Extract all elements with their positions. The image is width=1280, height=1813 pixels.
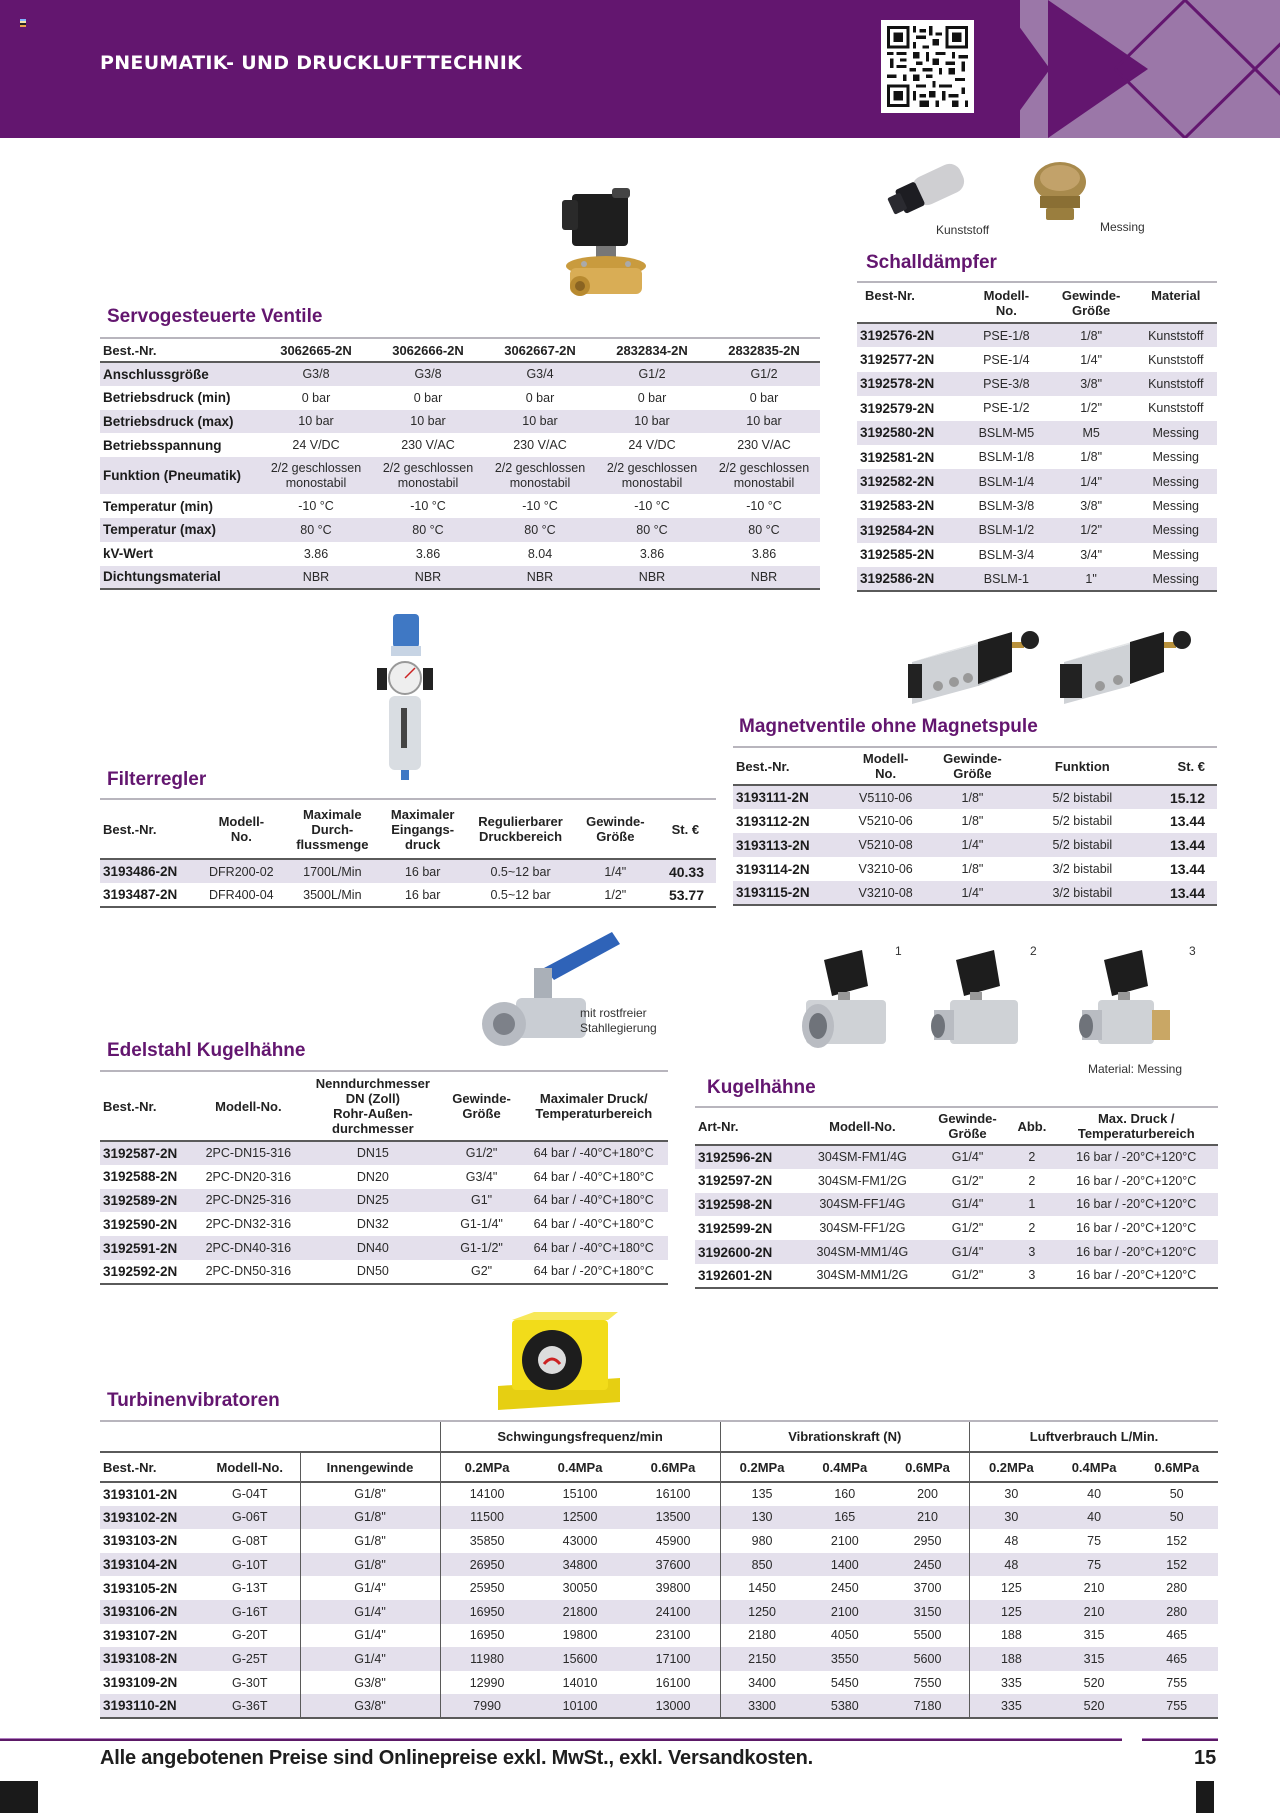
column-header: 3062667-2N <box>484 338 596 362</box>
table-row: 3192596-2N 304SM-FM1/4G G1/4" 2 16 bar / -20°C+120°C <box>695 1145 1218 1169</box>
cell: -10 °C <box>522 499 558 514</box>
header-mpa: 0.4MPa <box>534 1452 627 1482</box>
cell: -10 °C <box>410 499 446 514</box>
column-header: 3062665-2N <box>260 338 372 362</box>
table-row: 3193102-2N G-06T G1/8" 11500 12500 13500 130 165 210 30 40 50 <box>100 1506 1218 1530</box>
header-inlet-pressure: Maximaler Eingangs- druck <box>380 799 465 859</box>
silencer-caption-brass: Messing <box>1100 220 1145 234</box>
header-mpa: 0.6MPa <box>1135 1452 1218 1482</box>
table-row: 3192591-2N 2PC-DN40-316 DN40 G1-1/2" 64 bar / -40°C+180°C <box>100 1236 668 1260</box>
table-row: 3193107-2N G-20T G1/4" 16950 19800 23100 2180 4050 5500 188 315 465 <box>100 1624 1218 1648</box>
cell: 10 bar <box>596 410 708 434</box>
table-row: 3193111-2N V5110-06 1/8" 5/2 bistabil 15.12 <box>733 785 1217 809</box>
group-header-air: Luftverbrauch L/Min. <box>969 1421 1218 1452</box>
table-row: 3192597-2N 304SM-FM1/2G G1/2" 2 16 bar / -20°C+120°C <box>698 1173 1197 1189</box>
table-row: 3192588-2N 2PC-DN20-316 DN20 G3/4" 64 bar / -40°C+180°C <box>103 1169 654 1185</box>
table-row <box>100 362 820 386</box>
table-row: 3192590-2N 2PC-DN32-316 DN32 G1-1/4" 64 bar / -40°C+180°C <box>103 1216 654 1232</box>
header-price: St. € <box>655 799 716 859</box>
ball-valve-table <box>695 1106 1218 1289</box>
table-row <box>100 433 820 457</box>
table-row: 3192601-2N 304SM-MM1/2G G1/2" 3 16 bar / -20°C+120°C <box>695 1264 1218 1288</box>
cell: -10 °C <box>746 499 782 514</box>
header-gewinde: Gewinde- Größe <box>576 799 655 859</box>
table-row: 3193109-2N G-30T G3/8" 12990 14010 16100 3400 5450 7550 335 520 755 <box>100 1671 1218 1695</box>
table-row: 3192592-2N 2PC-DN50-316 DN50 G2" 64 bar / -20°C+180°C <box>100 1260 668 1284</box>
cell: 80 °C <box>596 518 708 542</box>
solenoid-valve-3-2-image <box>1060 628 1195 704</box>
row-label: Temperatur (max) <box>100 518 260 542</box>
header-best-nr: Best.-Nr. <box>733 747 844 785</box>
cell: 24 V/DC <box>628 438 676 453</box>
table-row: 3192589-2N 2PC-DN25-316 DN25 G1" 64 bar / -40°C+180°C <box>100 1189 668 1213</box>
cell: 0 bar <box>525 390 555 405</box>
price: 13.44 <box>1147 833 1217 857</box>
table-row: 3192579-2N PSE-1/2 1/2" Kunststoff <box>860 400 1204 416</box>
brass-silencer-image <box>1030 160 1090 226</box>
group-header-empty <box>100 1421 440 1452</box>
solenoid-valve-image <box>562 186 650 310</box>
price-disclaimer: Alle angebotenen Preise sind Onlinepreise exkl. MwSt., exkl. Versandkosten. <box>100 1747 814 1769</box>
header-pressure-range: Regulierbarer Druckbereich <box>465 799 576 859</box>
table-row <box>100 494 820 518</box>
cell: G3/8 <box>372 362 484 386</box>
price: 40.33 <box>655 859 716 883</box>
corner-block <box>0 1781 38 1813</box>
cell: NBR <box>372 566 484 590</box>
table-row: 3193106-2N G-16T G1/4" 16950 21800 24100 1250 2100 3150 125 210 280 <box>100 1600 1218 1624</box>
table-row <box>100 542 820 566</box>
diamond-pattern-decoration <box>1020 0 1280 138</box>
qr-code-icon[interactable] <box>881 20 974 113</box>
table-row <box>100 566 820 590</box>
cell: 3.86 <box>415 546 441 561</box>
price: 13.44 <box>1147 881 1217 905</box>
header-modell: Modell- No. <box>965 282 1048 323</box>
header-best-nr: Best.-Nr. <box>100 338 260 362</box>
cell: 80 °C <box>372 518 484 542</box>
cell: NBR <box>260 566 372 590</box>
header-material: Material <box>1134 282 1217 323</box>
silencer-caption-plastic: Kunststoff <box>936 223 990 237</box>
material-caption: Material: Messing <box>1088 1062 1183 1076</box>
table-row: 3192581-2N BSLM-1/8 1/8" Messing <box>860 449 1200 465</box>
cell: 3.86 <box>303 546 329 561</box>
table-row <box>100 386 820 410</box>
row-label: Betriebsdruck (max) <box>100 410 260 434</box>
table-row <box>100 457 820 494</box>
turbine-vibrator-image <box>494 1310 624 1416</box>
cell: 0 bar <box>637 390 667 405</box>
ball-valve-1-image <box>798 948 894 1052</box>
cell: 230 V/AC <box>401 438 455 453</box>
cell: G3/4 <box>484 362 596 386</box>
header-art-nr: Art-Nr. <box>695 1107 799 1145</box>
ball-valve-2-image <box>930 948 1026 1052</box>
table-row: 3193103-2N G-08T G1/8" 35850 43000 45900 980 2100 2950 48 75 152 <box>100 1529 1218 1553</box>
header-mpa: 0.2MPa <box>440 1452 534 1482</box>
column-header: 2832835-2N <box>708 338 820 362</box>
price: 53.77 <box>655 883 716 907</box>
table-row <box>100 410 820 434</box>
footer-divider <box>1142 1738 1218 1741</box>
table-row: 3192577-2N PSE-1/4 1/4" Kunststoff <box>860 352 1204 368</box>
price: 13.44 <box>1169 813 1205 829</box>
ball-valve-number-1: 1 <box>895 944 902 958</box>
table-row: 3192584-2N BSLM-1/2 1/2" Messing <box>857 518 1217 542</box>
cell: 8.04 <box>527 546 553 561</box>
header-gewinde: Gewinde- Größe <box>928 747 1018 785</box>
footer-divider <box>0 1738 1122 1741</box>
page-number: 15 <box>1194 1747 1217 1769</box>
header-modell: Modell-No. <box>799 1107 926 1145</box>
cell: 3.86 <box>639 546 665 561</box>
table-row: 3193108-2N G-25T G1/4" 11980 15600 17100 2150 3550 5600 188 315 465 <box>100 1647 1218 1671</box>
section-title-servo: Servogesteuerte Ventile <box>107 306 323 327</box>
header-best-nr: Best.-Nr. <box>100 799 198 859</box>
row-label: Betriebsspannung <box>103 437 222 453</box>
header-price: St. € <box>1147 747 1217 785</box>
table-row: 3193115-2N V3210-08 1/4" 3/2 bistabil 13.44 <box>733 881 1217 905</box>
solenoid-valve-5-2-image <box>908 628 1043 704</box>
cell: G1/2 <box>596 362 708 386</box>
filter-regulator-table <box>100 798 716 908</box>
cell: 10 bar <box>372 410 484 434</box>
header-modell: Modell- No. <box>198 799 284 859</box>
table-row: 3192586-2N BSLM-1 1" Messing <box>857 567 1217 591</box>
cell: 2/2 geschlossen monostabil <box>596 457 708 494</box>
table-row: 3192580-2N BSLM-M5 M5 Messing <box>857 421 1217 445</box>
cell: 230 V/AC <box>513 438 567 453</box>
row-label: Betriebsdruck (min) <box>103 390 231 406</box>
ball-valve-3-image <box>1078 948 1174 1052</box>
cell: 0 bar <box>413 390 443 405</box>
row-label: Dichtungsmaterial <box>100 566 260 590</box>
section-title-kugel: Kugelhähne <box>707 1077 816 1098</box>
plastic-silencer-image <box>886 160 972 222</box>
price: 15.12 <box>1147 785 1217 809</box>
section-title-filter: Filterregler <box>107 769 207 790</box>
header-mpa: 0.4MPa <box>1053 1452 1136 1482</box>
table-row: 3192587-2N 2PC-DN15-316 DN15 G1/2" 64 bar / -40°C+180°C <box>100 1141 668 1165</box>
header-mpa: 0.2MPa <box>720 1452 803 1482</box>
table-row: 3193486-2N DFR200-02 1700L/Min 16 bar 0.5~12 bar 1/4" 40.33 <box>100 859 716 883</box>
header-gewinde: Gewinde- Größe <box>926 1107 1010 1145</box>
header-abb: Abb. <box>1009 1107 1054 1145</box>
table-row: 3193487-2N DFR400-04 3500L/Min 16 bar 0.5~12 bar 1/2" 53.77 <box>100 883 716 907</box>
magnet-valve-table <box>733 746 1217 906</box>
column-header: 2832834-2N <box>596 338 708 362</box>
table-row: 3193110-2N G-36T G3/8" 7990 10100 13000 3300 5380 7180 335 520 755 <box>100 1694 1218 1718</box>
stainless-ball-valve-table <box>100 1070 668 1285</box>
table-row: 3192578-2N PSE-3/8 3/8" Kunststoff <box>857 372 1217 396</box>
header-modell: Modell-No. <box>195 1071 303 1141</box>
page-header <box>0 0 1280 138</box>
header-modell: Modell- No. <box>844 747 928 785</box>
table-row: 3192576-2N PSE-1/8 1/8" Kunststoff <box>857 323 1217 347</box>
corner-block <box>1196 1781 1214 1813</box>
cell: NBR <box>708 566 820 590</box>
cell: NBR <box>596 566 708 590</box>
header-mpa: 0.2MPa <box>969 1452 1052 1482</box>
cell: 230 V/AC <box>737 438 791 453</box>
cell: 24 V/DC <box>292 438 340 453</box>
header-funktion: Funktion <box>1017 747 1147 785</box>
header-pressure-temp: Max. Druck / Temperaturbereich <box>1055 1107 1219 1145</box>
row-label: Anschlussgröße <box>100 362 260 386</box>
header-gewinde: Gewinde- Größe <box>444 1071 520 1141</box>
stainless-caption: mit rostfreier Stahllegierung <box>580 1006 657 1035</box>
header-innengewinde: Innengewinde <box>300 1452 440 1482</box>
header-flow: Maximale Durch- flussmenge <box>285 799 381 859</box>
table-row <box>100 518 820 542</box>
table-row: 3192598-2N 304SM-FF1/4G G1/4" 1 16 bar / -20°C+120°C <box>695 1193 1218 1217</box>
cell: 2/2 geschlossen monostabil <box>372 457 484 494</box>
page-title: PNEUMATIK- UND DRUCKLUFTTECHNIK <box>100 52 523 74</box>
section-title-turb: Turbinenvibratoren <box>107 1390 280 1411</box>
cell: 2/2 geschlossen monostabil <box>708 457 820 494</box>
section-title-magnet: Magnetventile ohne Magnetspule <box>739 716 1038 737</box>
header-best-nr: Best.-Nr. <box>100 1452 200 1482</box>
cell: 80 °C <box>484 518 596 542</box>
group-header-frequency: Schwingungsfrequenz/min <box>440 1421 720 1452</box>
header-pressure-temp: Maximaler Druck/ Temperaturbereich <box>520 1071 669 1141</box>
silencer-table <box>857 281 1217 592</box>
row-label: Funktion (Pneumatik) <box>100 457 260 494</box>
row-label: Temperatur (min) <box>103 498 214 514</box>
flag-icon <box>20 19 26 27</box>
group-header-force: Vibrationskraft (N) <box>720 1421 969 1452</box>
header-modell: Modell-No. <box>200 1452 300 1482</box>
table-row: 3193101-2N G-04T G1/8" 14100 15100 16100 135 160 200 30 40 50 <box>100 1482 1218 1506</box>
ball-valve-number-2: 2 <box>1030 944 1037 958</box>
column-header: 3062666-2N <box>372 338 484 362</box>
cell: 2/2 geschlossen monostabil <box>484 457 596 494</box>
cell: 80 °C <box>260 518 372 542</box>
header-mpa: 0.4MPa <box>804 1452 887 1482</box>
table-row: 3193105-2N G-13T G1/4" 25950 30050 39800 1450 2450 3700 125 210 280 <box>100 1576 1218 1600</box>
cell: -10 °C <box>298 499 334 514</box>
section-title-edel: Edelstahl Kugelhähne <box>107 1040 306 1061</box>
cell: 0 bar <box>301 390 331 405</box>
servo-valve-table <box>100 337 820 590</box>
row-label: kV-Wert <box>103 546 154 562</box>
cell: G3/8 <box>260 362 372 386</box>
filter-regulator-image <box>375 612 435 782</box>
cell: 10 bar <box>260 410 372 434</box>
table-row: 3193114-2N V3210-06 1/8" 3/2 bistabil 13.44 <box>733 857 1217 881</box>
cell: G1/2 <box>708 362 820 386</box>
table-row: 3193113-2N V5210-08 1/4" 5/2 bistabil 13.44 <box>733 833 1217 857</box>
turbine-vibrator-table <box>100 1420 1218 1719</box>
table-row: 3192582-2N BSLM-1/4 1/4" Messing <box>857 469 1217 493</box>
cell: 2/2 geschlossen monostabil <box>260 457 372 494</box>
cell: 0 bar <box>749 390 779 405</box>
table-row: 3192583-2N BSLM-3/8 3/8" Messing <box>860 498 1200 514</box>
table-row: 3193104-2N G-10T G1/8" 26950 34800 37600 850 1400 2450 48 75 152 <box>100 1553 1218 1577</box>
header-best-nr: Best-Nr. <box>857 282 965 323</box>
cell: NBR <box>484 566 596 590</box>
header-nenndurchmesser: Nenndurchmesser DN (Zoll) Rohr-Außen- durchmesser <box>302 1071 443 1141</box>
section-title-schall: Schalldämpfer <box>866 252 997 273</box>
cell: 10 bar <box>484 410 596 434</box>
header-gewinde: Gewinde- Größe <box>1048 282 1135 323</box>
cell: 3.86 <box>751 546 777 561</box>
cell: -10 °C <box>634 499 670 514</box>
table-row: 3192599-2N 304SM-FF1/2G G1/2" 2 16 bar / -20°C+120°C <box>698 1220 1197 1236</box>
cell: 80 °C <box>708 518 820 542</box>
header-mpa: 0.6MPa <box>886 1452 969 1482</box>
table-row: 3192585-2N BSLM-3/4 3/4" Messing <box>860 547 1200 563</box>
price: 13.44 <box>1169 861 1205 877</box>
table-row: 3193112-2N V5210-06 1/8" 5/2 bistabil 13.44 <box>733 809 1217 833</box>
ball-valve-number-3: 3 <box>1189 944 1196 958</box>
cell: 10 bar <box>708 410 820 434</box>
table-row: 3192600-2N 304SM-MM1/4G G1/4" 3 16 bar / -20°C+120°C <box>695 1240 1218 1264</box>
header-best-nr: Best.-Nr. <box>100 1071 195 1141</box>
header-mpa: 0.6MPa <box>626 1452 720 1482</box>
